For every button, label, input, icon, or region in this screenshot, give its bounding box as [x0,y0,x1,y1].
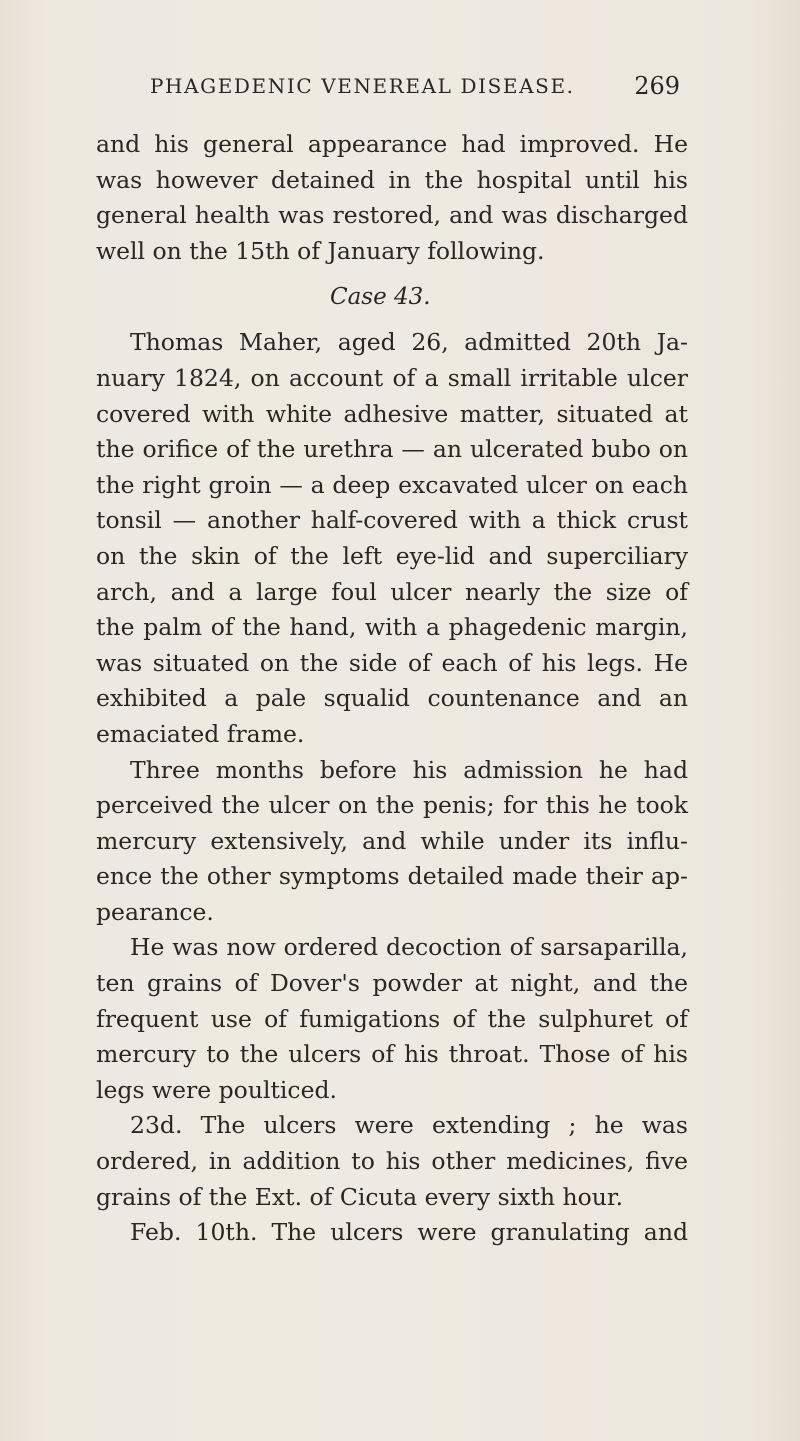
text-line: legs were poulticed. [96,1075,338,1104]
text-line: ten grains of Dover's powder at night, and the [96,969,688,998]
text-line: exhibited a pale squalid countenance and an [96,684,688,713]
text-line: tonsil — another half-covered with a thick crust [96,506,688,535]
paragraph-history [96,753,688,931]
running-title: PHAGEDENIC VENEREAL DISEASE. [150,74,575,98]
text-line: the palm of the hand, with a phagedenic margin, [96,613,688,642]
text-line: well on the 15th of January following. [96,236,545,265]
text-line: was situated on the side of each of his legs. He [96,648,688,677]
text-line: the orifice of the urethra — an ulcerated bubo on [96,435,688,464]
text-line: grains of the Ext. of Cicuta every sixth hour. [96,1182,624,1211]
case-heading: Case 43. [330,284,431,311]
paragraph-23d [96,1108,688,1215]
text-line: was however detained in the hospital until his [96,165,688,194]
page-header [150,74,680,108]
text-line: perceived the ulcer on the penis; for this he took [96,791,688,820]
paragraph-treatment [96,930,688,1108]
page-body [96,127,688,1251]
text-line: ordered, in addition to his other medicines, five [96,1147,688,1176]
text-line: Feb. 10th. The ulcers were granulating and [130,1218,688,1247]
page-number: 269 [634,72,680,100]
text-line: mercury extensively, and while under its influ- [96,826,688,855]
text-line: ence the other symptoms detailed made their ap- [96,862,688,891]
text-line: emaciated frame. [96,719,305,748]
text-line: Thomas Maher, aged 26, admitted 20th Ja- [130,328,688,357]
text-line: Three months before his admission he had [130,755,688,784]
text-line: 23d. The ulcers were extending ; he was [130,1111,688,1140]
text-line: mercury to the ulcers of his throat. Those of his [96,1040,688,1069]
text-line: frequent use of fumigations of the sulphuret of [96,1004,688,1033]
text-line: general health was restored, and was discharged [96,201,688,230]
text-line: covered with white adhesive matter, situated at [96,399,688,428]
paragraph-feb [96,1215,688,1251]
continuation-paragraph [96,127,688,269]
text-line: arch, and a large foul ulcer nearly the size of [96,577,688,606]
text-line: pearance. [96,897,214,926]
paragraph-admission [96,325,688,752]
text-line: He was now ordered decoction of sarsaparilla, [130,933,688,962]
text-line: and his general appearance had improved. He [96,130,688,158]
text-line: on the skin of the left eye-lid and superciliary [96,541,688,570]
text-line: the right groin — a deep excavated ulcer on each [96,470,688,499]
text-line: nuary 1824, on account of a small irritable ulcer [96,363,688,392]
